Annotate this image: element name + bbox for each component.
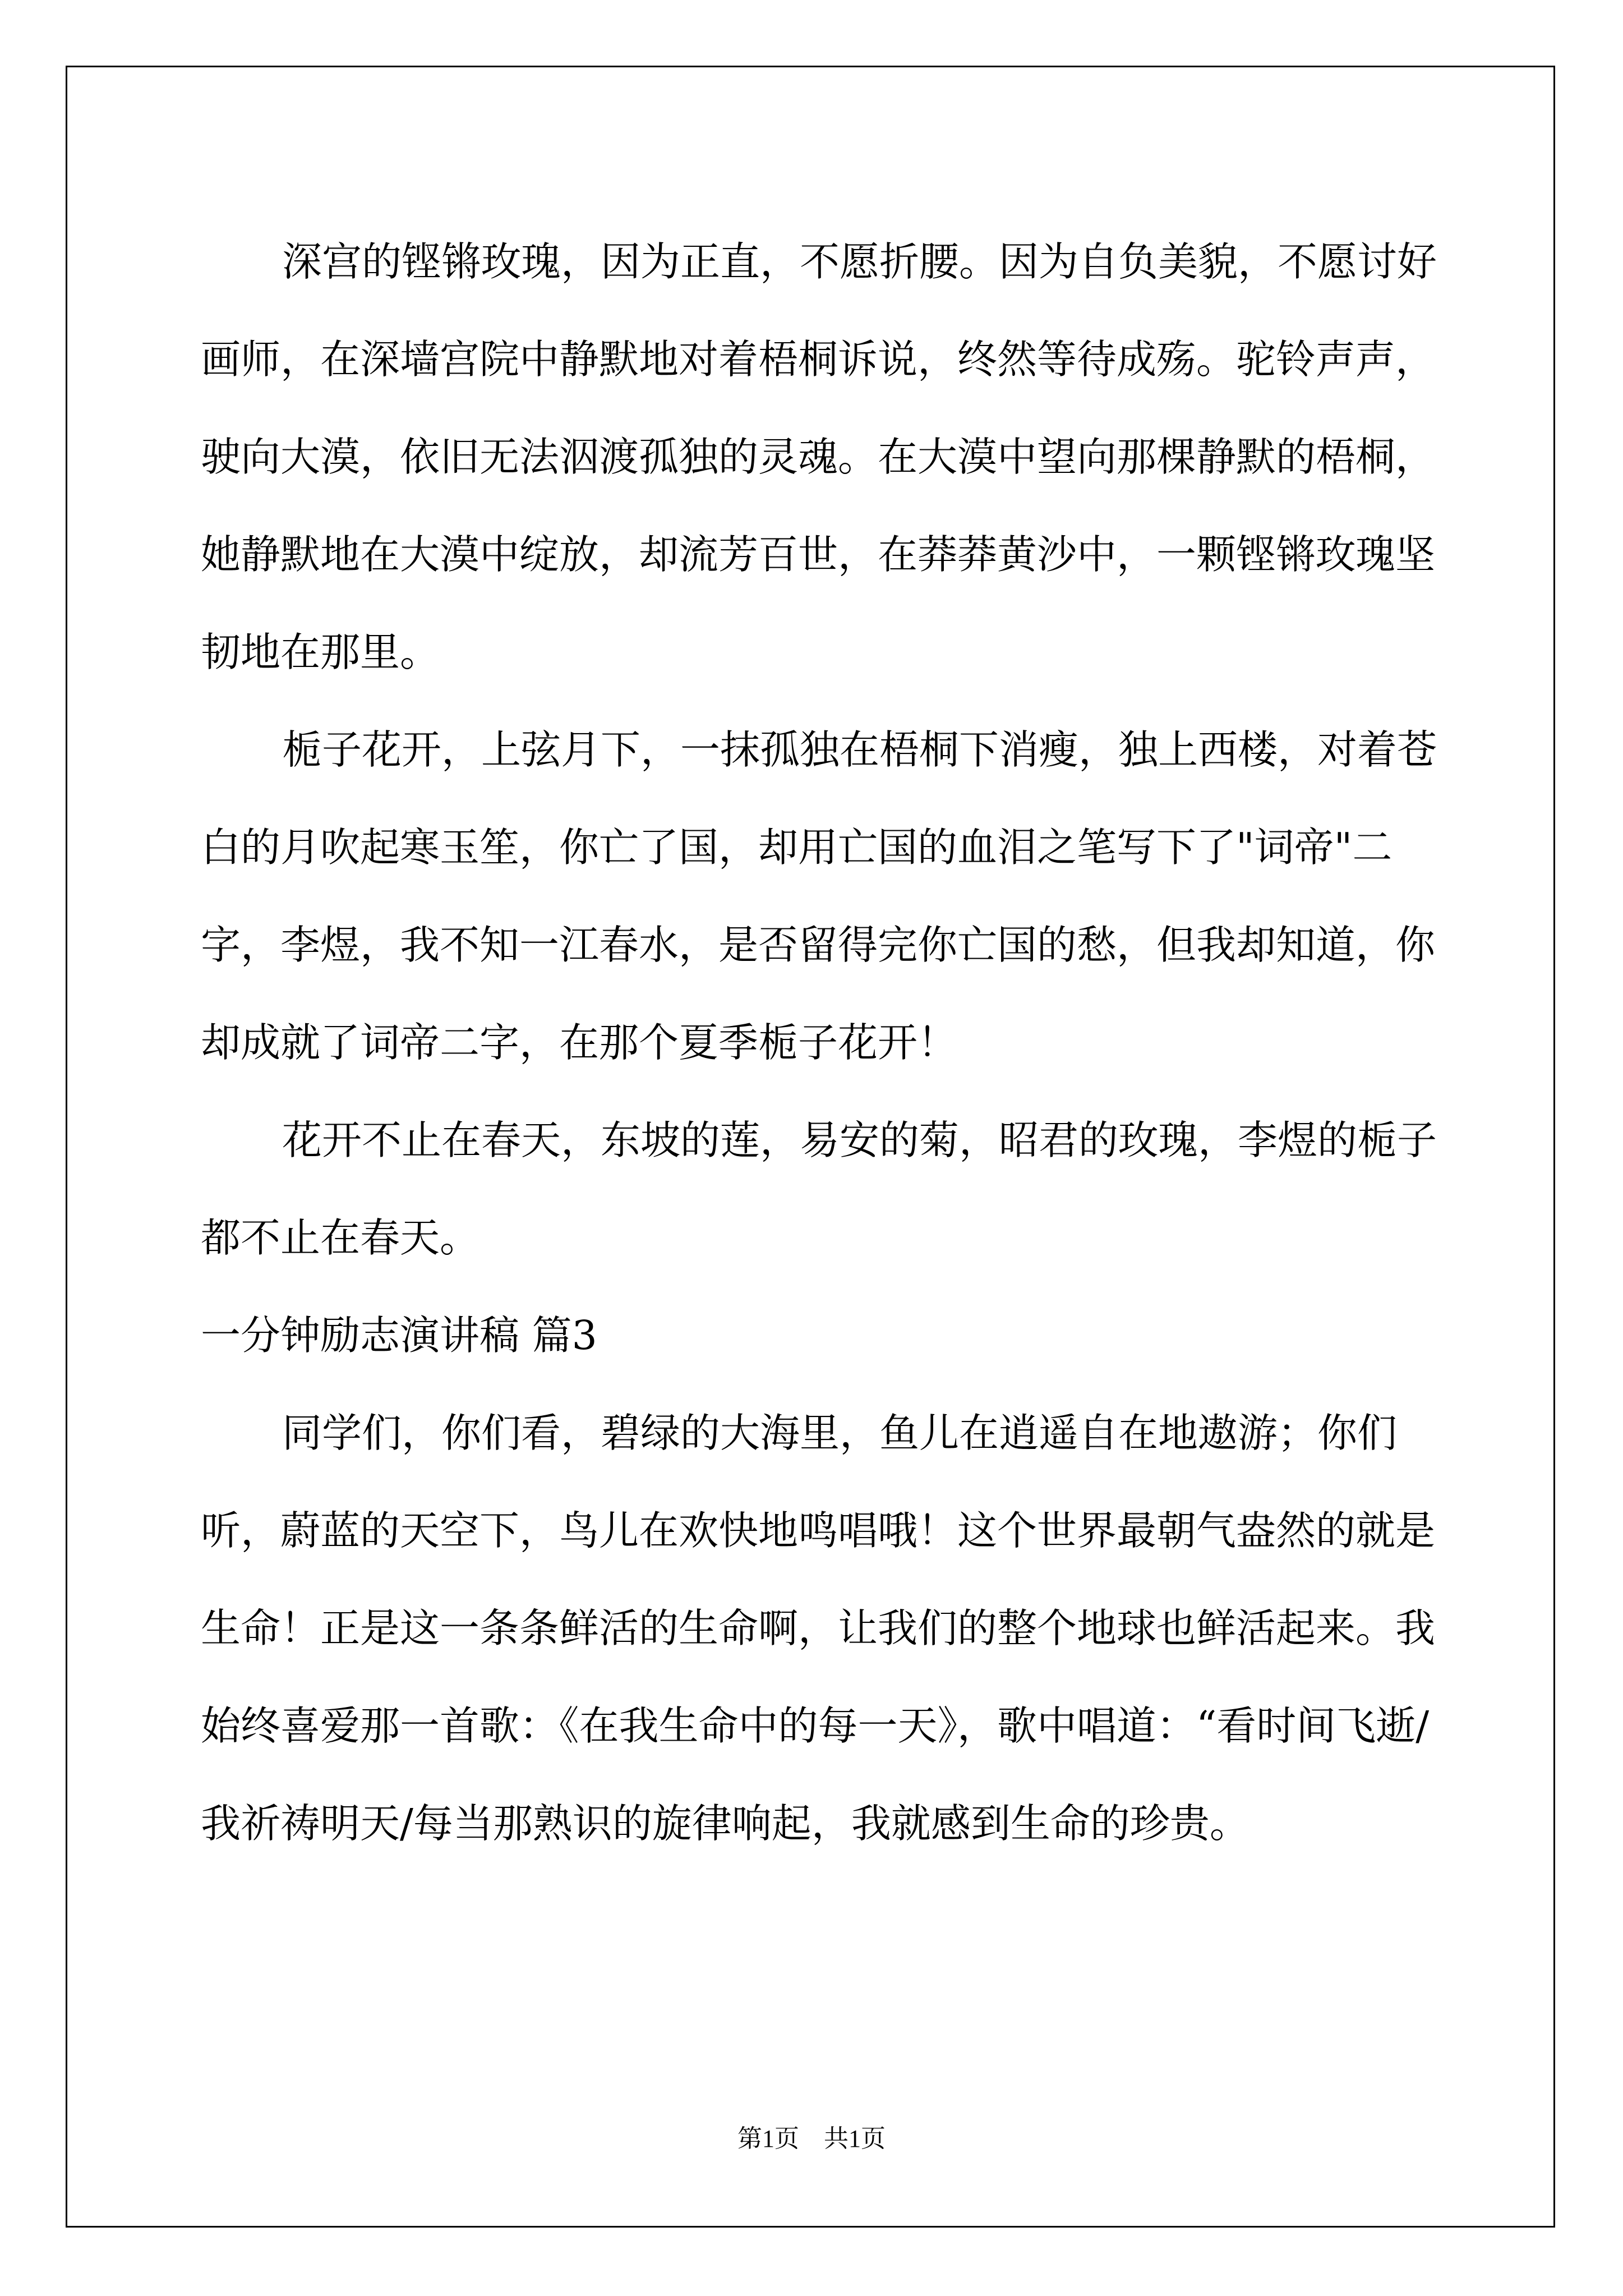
section-heading: 一分钟励志演讲稿 篇3 <box>201 1312 597 1359</box>
paragraph-4: 同学们，你们看，碧绿的大海里，鱼儿在逍遥自在地遨游；你们听，蔚蓝的天空下，鸟儿在欢快地鸣唱哦！这个世界最朝气盎然的就是生命！正是这一条条鲜活的生命啊，让我们的整个地球也鲜活起来。我始终喜爱那一首歌：《在我生命中的每一天》，歌中唱道：“看时间飞逝/我祈祷明天/每当那熟识的旋律响起，我就感到生命的珍贵。 <box>201 1410 1436 1847</box>
paragraph-3: 花开不止在春天，东坡的莲，易安的菊，昭君的玫瑰，李煜的栀子都不止在春天。 <box>201 1117 1437 1261</box>
paragraph-2: 栀子花开，上弦月下，一抹孤独在梧桐下消瘦，独上西楼，对着苍白的月吹起寒玉笙，你亡了国，却用亡国的血泪之笔写下了"词帝"二字，李煜，我不知一江春水，是否留得完你亡国的愁，但我却知道，你却成就了词帝二字，在那个夏季栀子花开！ <box>201 726 1437 1066</box>
paragraph-1: 深宫的铿锵玫瑰，因为正直，不愿折腰。因为自负美貌，不愿讨好画师，在深墙宫院中静默地对着梧桐诉说，终然等待成殇。驼铃声声，驶向大漠，依旧无法泅渡孤独的灵魂。在大漠中望向那棵静默的梧桐，她静默地在大漠中绽放，却流芳百世，在莽莽黄沙中，一颗铿锵玫瑰坚韧地在那里。 <box>201 238 1437 675</box>
document-body <box>201 213 1463 1872</box>
page-footer: 第1页 共1页 <box>737 2125 886 2152</box>
